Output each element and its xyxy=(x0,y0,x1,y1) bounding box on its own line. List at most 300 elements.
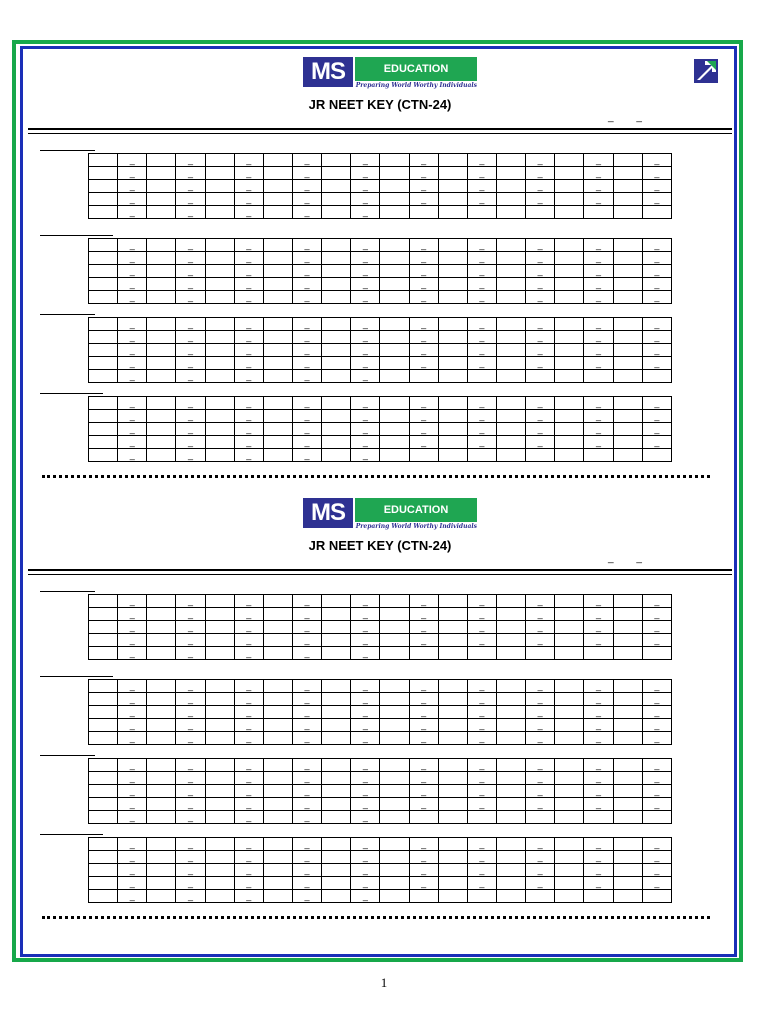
answer-cell: _ xyxy=(351,634,380,647)
answer-cell: _ xyxy=(467,265,496,278)
question-cell xyxy=(263,154,292,167)
question-cell xyxy=(147,357,176,370)
question-cell xyxy=(496,877,525,890)
question-cell xyxy=(147,423,176,436)
answer-cell: _ xyxy=(409,436,438,449)
answer-cell: _ xyxy=(409,621,438,634)
question-cell xyxy=(613,608,642,621)
answer-cell: _ xyxy=(526,239,555,252)
answer-cell: _ xyxy=(642,423,671,436)
question-cell xyxy=(555,180,584,193)
question-cell xyxy=(467,206,496,219)
answer-cell: _ xyxy=(467,357,496,370)
answer-cell: _ xyxy=(351,344,380,357)
answer-cell: _ xyxy=(234,154,263,167)
answer-cell: _ xyxy=(642,154,671,167)
answer-cell: _ xyxy=(176,331,205,344)
question-cell xyxy=(467,370,496,383)
question-cell xyxy=(555,154,584,167)
question-cell xyxy=(322,595,351,608)
question-cell xyxy=(613,180,642,193)
answer-cell: _ xyxy=(234,370,263,383)
academy-logo xyxy=(303,498,477,540)
question-cell xyxy=(89,851,118,864)
question-cell xyxy=(380,206,409,219)
answer-cell: _ xyxy=(409,318,438,331)
answer-cell: _ xyxy=(409,838,438,851)
question-cell xyxy=(438,719,467,732)
question-cell xyxy=(322,732,351,745)
question-cell xyxy=(613,357,642,370)
answer-cell: _ xyxy=(292,851,321,864)
question-cell xyxy=(467,811,496,824)
question-cell xyxy=(496,838,525,851)
answer-cell: _ xyxy=(234,423,263,436)
question-cell xyxy=(205,252,234,265)
answer-cell: _ xyxy=(292,252,321,265)
answer-cell: _ xyxy=(409,344,438,357)
question-cell xyxy=(322,206,351,219)
question-cell xyxy=(555,732,584,745)
question-cell xyxy=(263,759,292,772)
question-cell xyxy=(438,732,467,745)
answer-cell: _ xyxy=(176,344,205,357)
question-cell xyxy=(89,634,118,647)
answer-cell: _ xyxy=(118,621,147,634)
question-cell xyxy=(147,206,176,219)
question-cell xyxy=(205,621,234,634)
answer-cell: _ xyxy=(467,278,496,291)
answer-cell: _ xyxy=(118,397,147,410)
question-cell xyxy=(263,357,292,370)
question-cell xyxy=(526,206,555,219)
answer-cell: _ xyxy=(118,291,147,304)
question-cell xyxy=(147,759,176,772)
answer-cell: _ xyxy=(467,595,496,608)
answer-cell: _ xyxy=(351,838,380,851)
answer-cell: _ xyxy=(351,680,380,693)
question-cell xyxy=(496,180,525,193)
question-cell xyxy=(380,693,409,706)
table-row xyxy=(89,265,672,278)
answer-cell: _ xyxy=(234,890,263,903)
question-cell xyxy=(205,167,234,180)
answer-cell: _ xyxy=(642,864,671,877)
answer-cell: _ xyxy=(351,265,380,278)
question-cell xyxy=(380,278,409,291)
question-cell xyxy=(89,265,118,278)
answer-cell: _ xyxy=(467,798,496,811)
question-cell xyxy=(496,410,525,423)
answer-cell: _ xyxy=(292,331,321,344)
answer-cell: _ xyxy=(234,291,263,304)
question-cell xyxy=(322,265,351,278)
question-cell xyxy=(322,759,351,772)
answer-cell: _ xyxy=(234,693,263,706)
answer-cell: _ xyxy=(234,608,263,621)
answer-cell: _ xyxy=(176,278,205,291)
question-cell xyxy=(380,621,409,634)
question-cell xyxy=(380,595,409,608)
answer-cell: _ xyxy=(642,397,671,410)
question-cell xyxy=(380,838,409,851)
answer-cell: _ xyxy=(467,785,496,798)
question-cell xyxy=(147,193,176,206)
question-cell xyxy=(438,449,467,462)
answer-cell: _ xyxy=(642,772,671,785)
answer-cell: _ xyxy=(467,634,496,647)
question-cell xyxy=(555,680,584,693)
question-cell xyxy=(263,608,292,621)
question-cell xyxy=(555,785,584,798)
section-heading-underline xyxy=(40,150,95,151)
table-row xyxy=(89,423,672,436)
question-cell xyxy=(613,811,642,824)
question-cell xyxy=(438,357,467,370)
question-cell xyxy=(205,423,234,436)
answer-cell: _ xyxy=(642,252,671,265)
answer-cell: _ xyxy=(351,239,380,252)
question-cell xyxy=(89,436,118,449)
answer-cell: _ xyxy=(176,397,205,410)
answer-cell: _ xyxy=(584,180,613,193)
answer-cell: _ xyxy=(584,436,613,449)
answer-cell: _ xyxy=(118,647,147,660)
answer-cell: _ xyxy=(234,838,263,851)
question-cell xyxy=(438,291,467,304)
question-cell xyxy=(89,811,118,824)
question-cell xyxy=(147,180,176,193)
answer-cell: _ xyxy=(409,877,438,890)
answer-cell: _ xyxy=(292,206,321,219)
question-cell xyxy=(380,167,409,180)
question-cell xyxy=(438,785,467,798)
question-cell xyxy=(89,449,118,462)
question-cell xyxy=(526,890,555,903)
question-cell xyxy=(89,344,118,357)
answer-cell: _ xyxy=(351,193,380,206)
section-heading-underline xyxy=(40,755,95,756)
answer-cell: _ xyxy=(642,719,671,732)
question-cell xyxy=(496,239,525,252)
question-cell xyxy=(380,154,409,167)
question-cell xyxy=(89,370,118,383)
question-cell xyxy=(496,193,525,206)
question-cell xyxy=(613,449,642,462)
answer-cell: _ xyxy=(292,278,321,291)
table-row xyxy=(89,206,672,219)
question-cell xyxy=(322,278,351,291)
answer-cell: _ xyxy=(118,410,147,423)
question-cell xyxy=(147,436,176,449)
question-cell xyxy=(322,647,351,660)
answer-cell: _ xyxy=(351,608,380,621)
question-cell xyxy=(263,647,292,660)
answer-cell: _ xyxy=(176,239,205,252)
answer-cell: _ xyxy=(351,423,380,436)
question-cell xyxy=(89,732,118,745)
question-cell xyxy=(322,449,351,462)
answer-cell: _ xyxy=(118,680,147,693)
question-cell xyxy=(89,331,118,344)
question-cell xyxy=(496,647,525,660)
question-cell xyxy=(205,370,234,383)
question-cell xyxy=(438,864,467,877)
answer-cell: _ xyxy=(409,265,438,278)
question-cell xyxy=(526,449,555,462)
question-cell xyxy=(89,423,118,436)
answer-cell: _ xyxy=(584,732,613,745)
question-cell xyxy=(263,265,292,278)
section-heading-underline xyxy=(40,591,95,592)
question-cell xyxy=(380,423,409,436)
question-cell xyxy=(438,410,467,423)
table-row xyxy=(89,647,672,660)
question-cell xyxy=(613,838,642,851)
question-cell xyxy=(263,423,292,436)
question-cell xyxy=(438,206,467,219)
question-cell xyxy=(496,680,525,693)
answer-cell: _ xyxy=(584,344,613,357)
question-cell xyxy=(380,357,409,370)
table-row xyxy=(89,621,672,634)
answer-cell: _ xyxy=(467,436,496,449)
question-cell xyxy=(205,634,234,647)
question-cell xyxy=(438,798,467,811)
answer-cell: _ xyxy=(176,772,205,785)
question-cell xyxy=(380,759,409,772)
answer-cell: _ xyxy=(409,357,438,370)
question-cell xyxy=(263,621,292,634)
section-heading-underline xyxy=(40,235,113,236)
page-title: JR NEET KEY (CTN-24) xyxy=(308,538,452,553)
answer-cell: _ xyxy=(234,331,263,344)
question-cell xyxy=(526,647,555,660)
table-row xyxy=(89,397,672,410)
question-cell xyxy=(322,772,351,785)
question-cell xyxy=(613,798,642,811)
question-cell xyxy=(263,838,292,851)
question-cell xyxy=(263,719,292,732)
question-cell xyxy=(613,890,642,903)
answer-cell: _ xyxy=(351,864,380,877)
answer-cell: _ xyxy=(176,851,205,864)
question-cell xyxy=(322,693,351,706)
question-cell xyxy=(263,193,292,206)
answer-cell: _ xyxy=(176,595,205,608)
answer-cell: _ xyxy=(584,239,613,252)
answer-cell: _ xyxy=(351,180,380,193)
answer-cell: _ xyxy=(467,732,496,745)
answer-cell: _ xyxy=(292,680,321,693)
question-cell xyxy=(613,785,642,798)
question-cell xyxy=(496,344,525,357)
answer-cell: _ xyxy=(642,344,671,357)
question-cell xyxy=(438,318,467,331)
question-cell xyxy=(380,811,409,824)
question-cell xyxy=(322,798,351,811)
answer-key-table-3 xyxy=(88,758,672,824)
answer-cell: _ xyxy=(409,864,438,877)
answer-cell: _ xyxy=(351,693,380,706)
question-cell xyxy=(555,864,584,877)
question-cell xyxy=(147,278,176,291)
answer-cell: _ xyxy=(351,772,380,785)
table-row xyxy=(89,318,672,331)
header-rule xyxy=(28,128,732,130)
answer-cell: _ xyxy=(584,291,613,304)
question-cell xyxy=(147,634,176,647)
question-cell xyxy=(380,180,409,193)
answer-cell: _ xyxy=(234,772,263,785)
question-cell xyxy=(438,265,467,278)
answer-cell: _ xyxy=(234,877,263,890)
answer-cell: _ xyxy=(584,357,613,370)
answer-cell: _ xyxy=(234,647,263,660)
answer-cell: _ xyxy=(176,167,205,180)
question-cell xyxy=(496,331,525,344)
answer-cell: _ xyxy=(118,154,147,167)
answer-cell: _ xyxy=(409,595,438,608)
question-cell xyxy=(496,206,525,219)
question-cell xyxy=(613,154,642,167)
question-cell xyxy=(322,410,351,423)
answer-cell: _ xyxy=(351,291,380,304)
question-cell xyxy=(555,344,584,357)
question-cell xyxy=(613,595,642,608)
question-cell xyxy=(555,811,584,824)
answer-cell: _ xyxy=(467,423,496,436)
answer-cell: _ xyxy=(234,252,263,265)
academy-logo xyxy=(303,57,477,99)
question-cell xyxy=(555,318,584,331)
answer-cell: _ xyxy=(234,239,263,252)
answer-cell: _ xyxy=(642,331,671,344)
table-row xyxy=(89,252,672,265)
question-cell xyxy=(89,291,118,304)
answer-cell: _ xyxy=(292,193,321,206)
answer-cell: _ xyxy=(526,265,555,278)
answer-cell: _ xyxy=(176,877,205,890)
answer-cell: _ xyxy=(467,318,496,331)
question-cell xyxy=(555,265,584,278)
question-cell xyxy=(613,206,642,219)
answer-cell: _ xyxy=(642,621,671,634)
header-dashes: _ _ xyxy=(608,112,652,123)
question-cell xyxy=(322,436,351,449)
question-cell xyxy=(89,397,118,410)
answer-cell: _ xyxy=(584,423,613,436)
answer-cell: _ xyxy=(176,732,205,745)
answer-cell: _ xyxy=(526,838,555,851)
question-cell xyxy=(89,719,118,732)
answer-cell: _ xyxy=(584,877,613,890)
question-cell xyxy=(322,344,351,357)
answer-cell: _ xyxy=(526,877,555,890)
answer-cell: _ xyxy=(351,595,380,608)
question-cell xyxy=(205,436,234,449)
answer-cell: _ xyxy=(351,278,380,291)
question-cell xyxy=(613,318,642,331)
answer-cell: _ xyxy=(234,436,263,449)
question-cell xyxy=(147,732,176,745)
answer-cell: _ xyxy=(467,680,496,693)
table-row xyxy=(89,634,672,647)
question-cell xyxy=(380,877,409,890)
answer-cell: _ xyxy=(351,167,380,180)
question-cell xyxy=(438,772,467,785)
table-row xyxy=(89,693,672,706)
question-cell xyxy=(263,436,292,449)
answer-cell: _ xyxy=(118,798,147,811)
question-cell xyxy=(89,680,118,693)
answer-cell: _ xyxy=(118,423,147,436)
dotted-separator xyxy=(42,475,710,478)
question-cell xyxy=(496,252,525,265)
question-cell xyxy=(380,719,409,732)
question-cell xyxy=(205,206,234,219)
answer-cell: _ xyxy=(292,449,321,462)
table-row xyxy=(89,706,672,719)
answer-cell: _ xyxy=(526,719,555,732)
question-cell xyxy=(496,595,525,608)
question-cell xyxy=(438,680,467,693)
table-row xyxy=(89,798,672,811)
question-cell xyxy=(409,449,438,462)
answer-cell: _ xyxy=(118,357,147,370)
answer-cell: _ xyxy=(409,252,438,265)
question-cell xyxy=(205,331,234,344)
question-cell xyxy=(380,344,409,357)
question-cell xyxy=(89,759,118,772)
question-cell xyxy=(613,647,642,660)
question-cell xyxy=(263,278,292,291)
question-cell xyxy=(263,890,292,903)
question-cell xyxy=(205,732,234,745)
question-cell xyxy=(89,772,118,785)
answer-cell: _ xyxy=(584,595,613,608)
question-cell xyxy=(322,877,351,890)
answer-cell: _ xyxy=(292,877,321,890)
question-cell xyxy=(263,167,292,180)
question-cell xyxy=(89,621,118,634)
answer-cell: _ xyxy=(234,759,263,772)
answer-cell: _ xyxy=(584,785,613,798)
answer-cell: _ xyxy=(118,877,147,890)
question-cell xyxy=(205,890,234,903)
table-row xyxy=(89,608,672,621)
question-cell xyxy=(380,772,409,785)
answer-cell: _ xyxy=(467,877,496,890)
question-cell xyxy=(555,838,584,851)
question-cell xyxy=(555,370,584,383)
answer-cell: _ xyxy=(292,423,321,436)
question-cell xyxy=(496,772,525,785)
question-cell xyxy=(205,193,234,206)
question-cell xyxy=(496,890,525,903)
answer-cell: _ xyxy=(234,798,263,811)
corner-arrow-icon xyxy=(693,58,719,84)
answer-key-table-2 xyxy=(88,238,672,304)
answer-cell: _ xyxy=(176,154,205,167)
question-cell xyxy=(322,397,351,410)
answer-cell: _ xyxy=(584,864,613,877)
answer-cell: _ xyxy=(584,278,613,291)
question-cell xyxy=(380,890,409,903)
question-cell xyxy=(263,252,292,265)
question-cell xyxy=(526,811,555,824)
question-cell xyxy=(205,798,234,811)
